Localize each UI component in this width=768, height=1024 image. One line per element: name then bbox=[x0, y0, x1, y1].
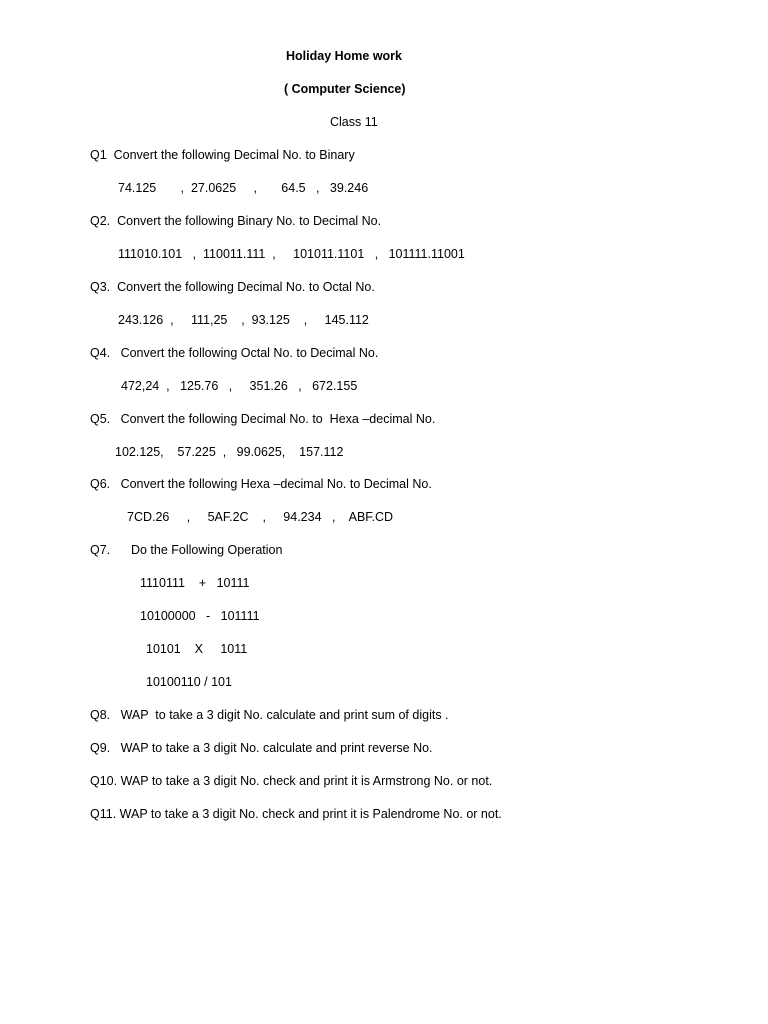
question-2: Q2. Convert the following Binary No. to Decimal No. bbox=[90, 214, 382, 228]
doc-subject: ( Computer Science) bbox=[284, 82, 406, 96]
question-1: Q1 Convert the following Decimal No. to Binary bbox=[90, 148, 355, 162]
doc-title: Holiday Home work bbox=[286, 49, 402, 63]
question-4: Q4. Convert the following Octal No. to Decimal No. bbox=[90, 346, 379, 360]
question-6: Q6. Convert the following Hexa –decimal No. to Decimal No. bbox=[90, 477, 432, 491]
question-2-values: 111010.101 , 110011.111 , 101011.1101 , 101111.11001 bbox=[118, 247, 465, 261]
doc-class: Class 11 bbox=[330, 115, 378, 129]
question-4-values: 472,24 , 125.76 , 351.26 , 672.155 bbox=[121, 379, 358, 393]
question-10: Q10. WAP to take a 3 digit No. check and print it is Armstrong No. or not. bbox=[90, 774, 493, 788]
operation-1: 1110111 + 10111 bbox=[140, 576, 250, 590]
question-3: Q3. Convert the following Decimal No. to Octal No. bbox=[90, 280, 375, 294]
question-1-values: 74.125 , 27.0625 , 64.5 , 39.246 bbox=[118, 181, 369, 195]
operation-4: 10100110 / 101 bbox=[146, 675, 232, 689]
question-8: Q8. WAP to take a 3 digit No. calculate and print sum of digits . bbox=[90, 708, 449, 722]
question-5: Q5. Convert the following Decimal No. to Hexa –decimal No. bbox=[90, 412, 436, 426]
question-5-values: 102.125, 57.225 , 99.0625, 157.112 bbox=[115, 445, 344, 459]
operation-2: 10100000 - 101111 bbox=[140, 609, 260, 623]
operation-3: 10101 X 1011 bbox=[146, 642, 248, 656]
question-9: Q9. WAP to take a 3 digit No. calculate and print reverse No. bbox=[90, 741, 433, 755]
question-11: Q11. WAP to take a 3 digit No. check and print it is Palendrome No. or not. bbox=[90, 807, 502, 821]
question-3-values: 243.126 , 111,25 , 93.125 , 145.112 bbox=[118, 313, 369, 327]
question-6-values: 7CD.26 , 5AF.2C , 94.234 , ABF.CD bbox=[127, 510, 394, 524]
question-7: Q7. Do the Following Operation bbox=[90, 543, 283, 557]
